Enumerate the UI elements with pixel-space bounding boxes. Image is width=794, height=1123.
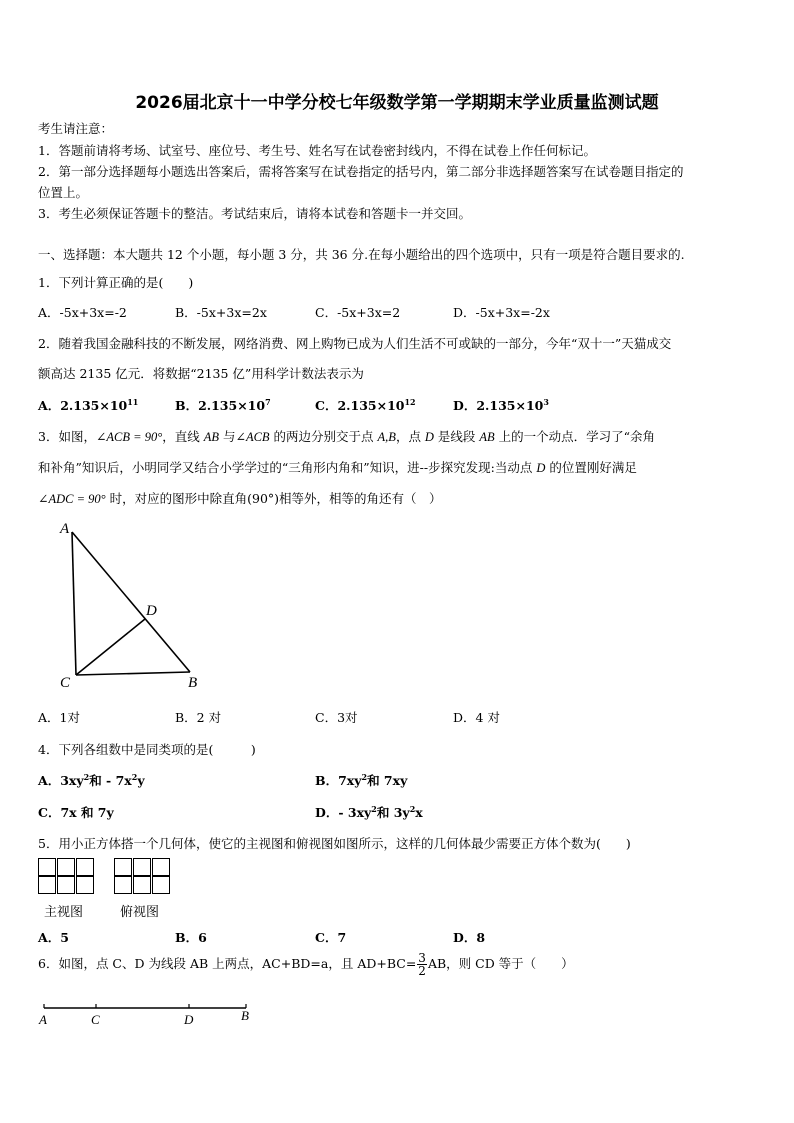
q5-top-view	[114, 858, 174, 896]
q5-front-view-label: 主视图	[44, 905, 84, 920]
q5-stem: 5．用小正方体搭一个几何体，使它的主视图和俯视图如图所示，这样的几何体最少需要正方体个数为( )	[38, 836, 631, 851]
q6-stem: 6．如图，点 C、D 为线段 AB 上两点，AC+BD=a，且 AD+BC= $\frac{3}{2}$ AB，则 CD 等于（ ）	[38, 951, 574, 978]
q3-stem-line1: 3．如图，∠ACB = 90°，直线 AB 与∠ACB 的两边分别交于点 A,B，点 D 是线段 AB 上的一个动点．学习了“余角	[38, 429, 656, 444]
q2-stem-line1: 2．随着我国金融科技的不断发展，网络消费、网上购物已成为人们生活不可或缺的一部分，今年“双十一”天猫成交	[38, 336, 672, 351]
q3-stem-line2: 和补角”知识后，小明同学又结合小学学过的“三角形内角和”知识，进--步探究发现:当动点 D 的位置刚好满足	[38, 460, 637, 475]
q2-option-a: A．$2.135\times 10^{11}$	[38, 396, 139, 413]
q6-segment-figure	[34, 1000, 264, 1030]
segment-ab	[72, 532, 190, 672]
notice-item-2-cont: 位置上。	[38, 185, 89, 200]
point-b-label: B	[241, 1008, 249, 1023]
label-c: C	[60, 675, 71, 691]
q2-stem-line2: 额高达 2135 亿元．将数据“2135 亿”用科学计数法表示为	[38, 366, 364, 381]
q5-front-view	[38, 858, 98, 896]
page-title: 2026届北京十一中学分校七年级数学第一学期期末学业质量监测试题	[135, 93, 659, 113]
q2-option-c: C．$2.135\times 10^{12}$	[315, 396, 416, 413]
label-b: B	[188, 675, 198, 691]
q2-option-d: D．$2.135\times 10^3$	[453, 396, 549, 413]
q1-option-b: B．-5x+3x=2x	[175, 305, 267, 320]
segment-ac	[72, 532, 76, 675]
q3-triangle-figure	[50, 515, 220, 695]
q1-option-c: C．-5x+3x=2	[315, 305, 401, 320]
point-a-label: A	[39, 1012, 47, 1027]
q2-option-b: B．$2.135\times 10^7$	[175, 396, 271, 413]
q1-option-d: D．-5x+3x=-2x	[453, 305, 550, 320]
q5-top-view-label: 俯视图	[120, 905, 160, 920]
label-a: A	[60, 521, 70, 537]
q3-option-d: D．4 对	[453, 710, 500, 725]
q3-option-c: C．3对	[315, 710, 358, 725]
q5-option-d: D．8	[453, 930, 486, 945]
label-d: D	[146, 603, 157, 619]
q5-option-b: B．6	[175, 930, 207, 945]
q4-option-d: D．- $3xy^2$和 $3y^2x$	[315, 803, 423, 820]
q3-option-b: B．2 对	[175, 710, 222, 725]
q4-stem: 4．下列各组数中是同类项的是( )	[38, 742, 256, 757]
fraction-three-halves: $\frac{3}{2}$	[418, 951, 426, 978]
q1-option-a: A．-5x+3x=-2	[38, 305, 127, 320]
q1-stem: 1．下列计算正确的是( )	[38, 275, 194, 290]
q5-option-c: C．7	[315, 930, 347, 945]
q5-option-a: A．5	[38, 930, 69, 945]
point-d-label: D	[184, 1012, 194, 1027]
section-heading: 一、选择题：本大题共 12 个小题，每小题 3 分，共 36 分.在每小题给出的四个选项中，只有一项是符合题目要求的.	[38, 247, 685, 262]
notice-item-1: 1．答题前请将考场、试室号、座位号、考生号、姓名写在试卷密封线内，不得在试卷上作任何标记。	[38, 143, 596, 158]
segment-cb	[76, 672, 190, 675]
q4-option-c: C．7x 和 7y	[38, 805, 114, 820]
notice-item-2: 2．第一部分选择题每小题选出答案后，需将答案写在试卷指定的括号内，第二部分非选择题答案写在试卷题目指定的	[38, 164, 684, 179]
q4-option-a: A．$3xy^2$和 - $7x^2y$	[38, 771, 145, 788]
q3-option-a: A．1对	[38, 710, 80, 725]
q4-option-b: B．$7xy^2$和 7xy	[315, 771, 408, 788]
point-c-label: C	[91, 1012, 100, 1027]
q3-stem-line3: ∠ADC = 90° 时，对应的图形中除直角(90°)相等外，相等的角还有（ ）	[38, 491, 442, 506]
segment-cd	[76, 619, 145, 675]
notice-item-3: 3．考生必须保证答题卡的整洁。考试结束后，请将本试卷和答题卡一并交回。	[38, 206, 471, 221]
notice-heading: 考生请注意：	[38, 121, 114, 136]
